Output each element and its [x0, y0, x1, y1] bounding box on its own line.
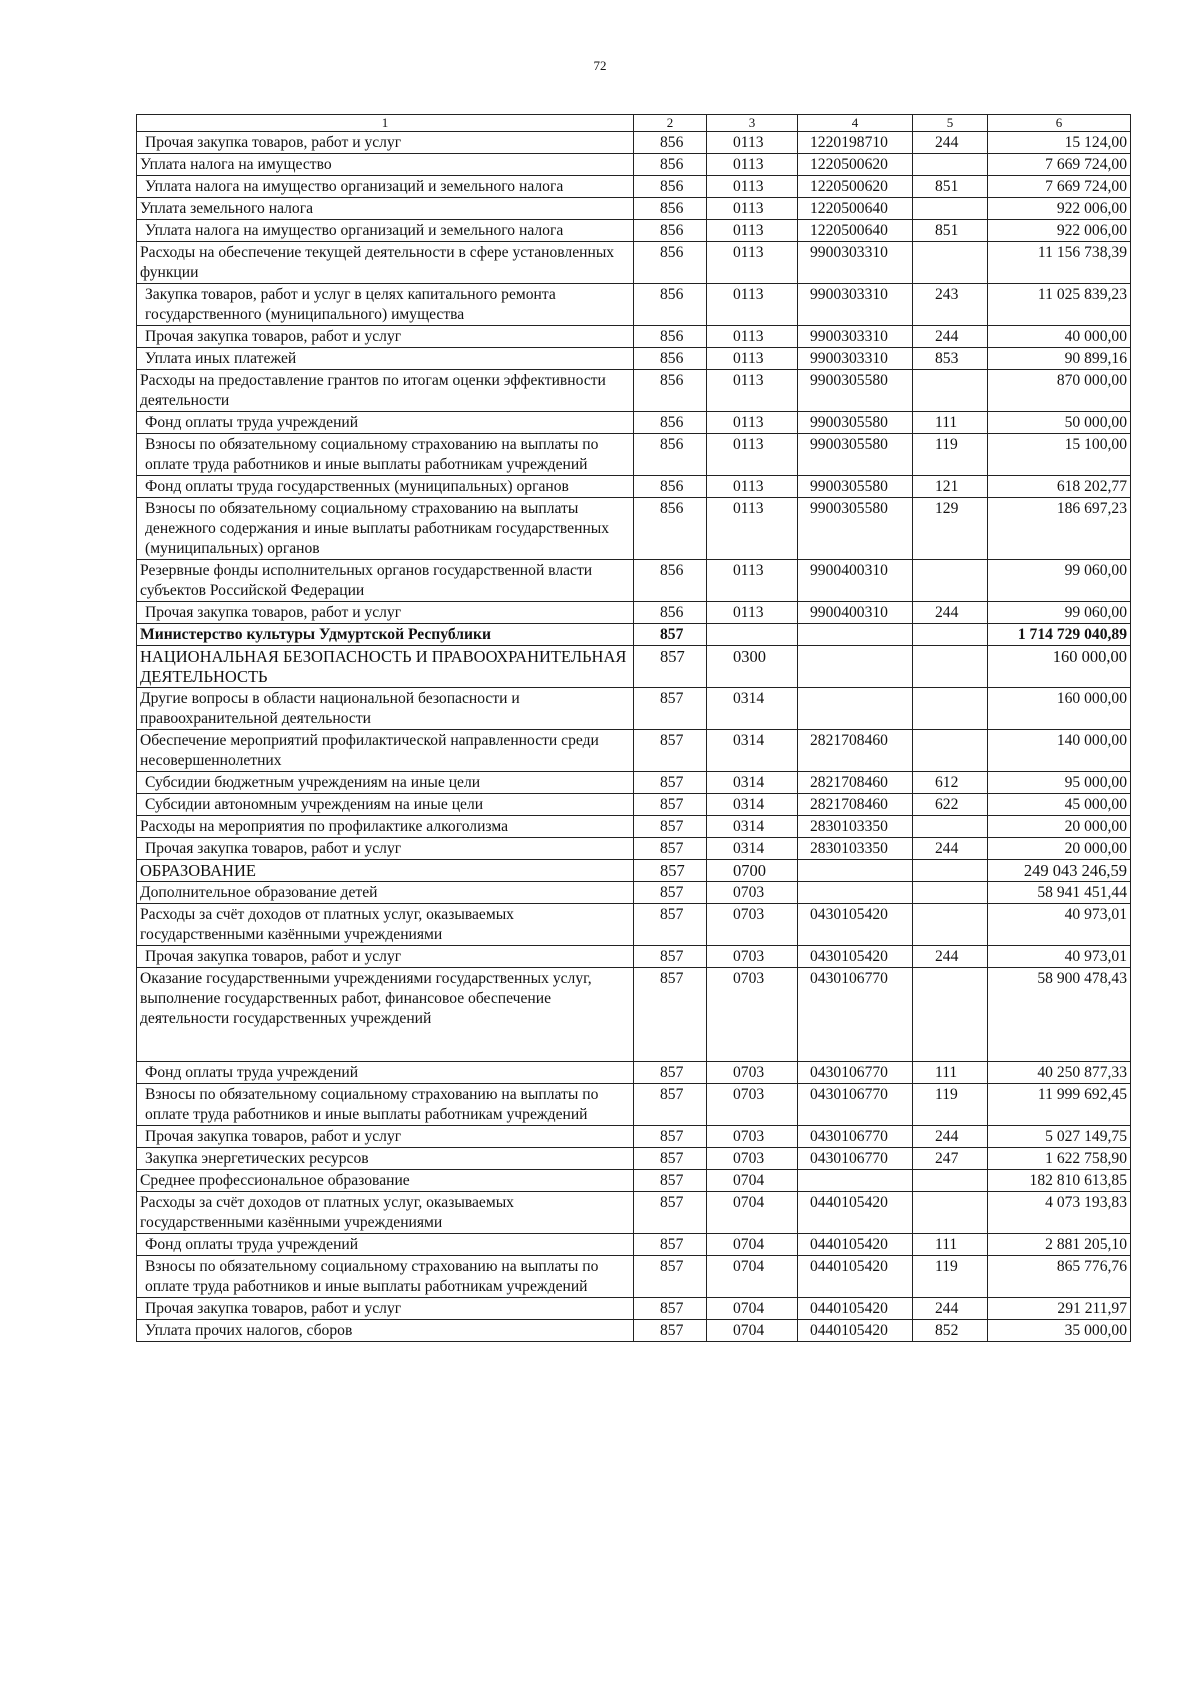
row-target-code: 9900400310	[798, 602, 913, 624]
row-description: ОБРАЗОВАНИЕ	[137, 860, 634, 882]
row-amount: 2 881 205,10	[988, 1234, 1131, 1256]
row-description: Расходы за счёт доходов от платных услуг, оказываемых государственными казёнными учреждениями	[137, 1192, 634, 1234]
row-section-code: 0113	[707, 412, 798, 434]
row-section-code: 0300	[707, 646, 798, 688]
row-expense-type	[913, 646, 988, 688]
row-section-code: 0113	[707, 326, 798, 348]
row-chapter-code: 857	[634, 860, 707, 882]
row-amount: 20 000,00	[988, 816, 1131, 838]
row-chapter-code: 857	[634, 688, 707, 730]
row-description: Прочая закупка товаров, работ и услуг	[137, 1298, 634, 1320]
row-target-code: 1220500620	[798, 154, 913, 176]
row-expense-type	[913, 370, 988, 412]
row-description: Резервные фонды исполнительных органов государственной власти субъектов Российской Федерации	[137, 560, 634, 602]
row-section-code: 0703	[707, 1148, 798, 1170]
row-expense-type: 129	[913, 498, 988, 560]
row-target-code: 2821708460	[798, 730, 913, 772]
row-description: Взносы по обязательному социальному страхованию на выплаты по оплате труда работников и иные выплаты работникам учреждений	[137, 1084, 634, 1126]
row-chapter-code: 856	[634, 326, 707, 348]
row-chapter-code: 857	[634, 1192, 707, 1234]
row-section-code: 0700	[707, 860, 798, 882]
row-amount: 140 000,00	[988, 730, 1131, 772]
column-header: 2	[634, 115, 707, 132]
row-section-code: 0703	[707, 1126, 798, 1148]
row-description: Прочая закупка товаров, работ и услуг	[137, 132, 634, 154]
table-row	[137, 1126, 1131, 1148]
row-amount: 40 000,00	[988, 326, 1131, 348]
row-section-code: 0314	[707, 772, 798, 794]
row-section-code: 0113	[707, 476, 798, 498]
row-description: Уплата прочих налогов, сборов	[137, 1320, 634, 1342]
row-amount: 7 669 724,00	[988, 154, 1131, 176]
row-chapter-code: 856	[634, 434, 707, 476]
row-chapter-code: 857	[634, 816, 707, 838]
row-section-code: 0113	[707, 370, 798, 412]
table-row	[137, 326, 1131, 348]
column-header: 6	[988, 115, 1131, 132]
row-expense-type: 851	[913, 220, 988, 242]
table-row	[137, 624, 1131, 646]
table-row	[137, 646, 1131, 688]
row-section-code: 0704	[707, 1256, 798, 1298]
row-description: Расходы на предоставление грантов по итогам оценки эффективности деятельности	[137, 370, 634, 412]
table-row	[137, 688, 1131, 730]
row-description: Прочая закупка товаров, работ и услуг	[137, 602, 634, 624]
row-target-code: 9900303310	[798, 326, 913, 348]
row-expense-type: 243	[913, 284, 988, 326]
row-section-code: 0703	[707, 968, 798, 1062]
row-description: Закупка товаров, работ и услуг в целях капитального ремонта государственного (муниципального) имущества	[137, 284, 634, 326]
table-row	[137, 946, 1131, 968]
row-amount: 40 973,01	[988, 946, 1131, 968]
row-description: Взносы по обязательному социальному страхованию на выплаты денежного содержания и иные выплаты работникам государственных (муниципальных) органов	[137, 498, 634, 560]
row-section-code: 0704	[707, 1234, 798, 1256]
table-row	[137, 476, 1131, 498]
table-row	[137, 284, 1131, 326]
row-expense-type: 119	[913, 434, 988, 476]
row-description: Фонд оплаты труда учреждений	[137, 1234, 634, 1256]
budget-table	[136, 114, 1131, 1342]
row-amount: 99 060,00	[988, 560, 1131, 602]
row-section-code: 0113	[707, 242, 798, 284]
row-expense-type: 853	[913, 348, 988, 370]
row-target-code: 1220500640	[798, 198, 913, 220]
row-amount: 99 060,00	[988, 602, 1131, 624]
row-target-code: 1220198710	[798, 132, 913, 154]
table-row	[137, 412, 1131, 434]
row-expense-type	[913, 242, 988, 284]
row-section-code: 0113	[707, 602, 798, 624]
row-expense-type: 851	[913, 176, 988, 198]
column-header: 5	[913, 115, 988, 132]
row-chapter-code: 856	[634, 476, 707, 498]
row-description: Уплата налога на имущество организаций и земельного налога	[137, 220, 634, 242]
table-row	[137, 132, 1131, 154]
row-amount: 90 899,16	[988, 348, 1131, 370]
row-amount: 186 697,23	[988, 498, 1131, 560]
table-row	[137, 1320, 1131, 1342]
row-chapter-code: 856	[634, 602, 707, 624]
row-chapter-code: 857	[634, 838, 707, 860]
row-target-code: 0430106770	[798, 1148, 913, 1170]
row-expense-type: 244	[913, 602, 988, 624]
row-section-code: 0314	[707, 688, 798, 730]
table-row	[137, 348, 1131, 370]
row-amount: 11 025 839,23	[988, 284, 1131, 326]
row-amount: 11 156 738,39	[988, 242, 1131, 284]
row-amount: 40 250 877,33	[988, 1062, 1131, 1084]
row-chapter-code: 856	[634, 154, 707, 176]
row-section-code: 0704	[707, 1192, 798, 1234]
row-expense-type: 119	[913, 1256, 988, 1298]
row-expense-type	[913, 882, 988, 904]
row-description: Расходы на обеспечение текущей деятельности в сфере установленных функции	[137, 242, 634, 284]
row-expense-type: 244	[913, 1298, 988, 1320]
row-amount: 160 000,00	[988, 688, 1131, 730]
table-row	[137, 1298, 1131, 1320]
row-expense-type	[913, 198, 988, 220]
row-chapter-code: 856	[634, 560, 707, 602]
table-body	[137, 132, 1131, 1342]
row-chapter-code: 856	[634, 132, 707, 154]
row-chapter-code: 857	[634, 904, 707, 946]
row-target-code: 2821708460	[798, 794, 913, 816]
row-description: Уплата налога на имущество организаций и земельного налога	[137, 176, 634, 198]
row-amount: 922 006,00	[988, 198, 1131, 220]
row-target-code: 1220500620	[798, 176, 913, 198]
row-description: Уплата иных платежей	[137, 348, 634, 370]
row-section-code: 0703	[707, 882, 798, 904]
row-chapter-code: 856	[634, 348, 707, 370]
table-row	[137, 794, 1131, 816]
row-expense-type: 244	[913, 326, 988, 348]
row-description: Уплата налога на имущество	[137, 154, 634, 176]
table-row	[137, 860, 1131, 882]
row-expense-type	[913, 816, 988, 838]
row-section-code: 0314	[707, 816, 798, 838]
row-description: Прочая закупка товаров, работ и услуг	[137, 838, 634, 860]
row-amount: 58 941 451,44	[988, 882, 1131, 904]
row-description: Среднее профессиональное образование	[137, 1170, 634, 1192]
row-description: Взносы по обязательному социальному страхованию на выплаты по оплате труда работников и иные выплаты работникам учреждений	[137, 434, 634, 476]
row-expense-type: 622	[913, 794, 988, 816]
table-row	[137, 602, 1131, 624]
row-section-code: 0113	[707, 154, 798, 176]
row-section-code: 0704	[707, 1170, 798, 1192]
row-target-code	[798, 860, 913, 882]
table-row	[137, 1170, 1131, 1192]
row-expense-type: 244	[913, 946, 988, 968]
row-amount: 7 669 724,00	[988, 176, 1131, 198]
row-target-code: 0440105420	[798, 1256, 913, 1298]
row-amount: 1 714 729 040,89	[988, 624, 1131, 646]
row-chapter-code: 857	[634, 1170, 707, 1192]
row-target-code: 0440105420	[798, 1192, 913, 1234]
row-section-code: 0703	[707, 1062, 798, 1084]
row-chapter-code: 857	[634, 730, 707, 772]
table-row	[137, 560, 1131, 602]
header-row	[137, 115, 1131, 132]
row-expense-type	[913, 968, 988, 1062]
row-amount: 1 622 758,90	[988, 1148, 1131, 1170]
page-number: 72	[593, 58, 607, 73]
row-expense-type	[913, 688, 988, 730]
table-row	[137, 498, 1131, 560]
row-chapter-code: 857	[634, 1148, 707, 1170]
row-target-code: 2830103350	[798, 816, 913, 838]
row-target-code	[798, 882, 913, 904]
row-section-code: 0704	[707, 1320, 798, 1342]
row-section-code	[707, 624, 798, 646]
row-section-code: 0113	[707, 176, 798, 198]
row-target-code	[798, 1170, 913, 1192]
table-row	[137, 370, 1131, 412]
row-section-code: 0113	[707, 198, 798, 220]
row-amount: 291 211,97	[988, 1298, 1131, 1320]
row-target-code: 0430106770	[798, 1062, 913, 1084]
column-header: 3	[707, 115, 798, 132]
row-chapter-code: 856	[634, 498, 707, 560]
row-amount: 160 000,00	[988, 646, 1131, 688]
row-amount: 15 100,00	[988, 434, 1131, 476]
row-amount: 618 202,77	[988, 476, 1131, 498]
row-section-code: 0113	[707, 348, 798, 370]
row-chapter-code: 856	[634, 412, 707, 434]
row-section-code: 0113	[707, 132, 798, 154]
row-amount: 922 006,00	[988, 220, 1131, 242]
row-chapter-code: 857	[634, 968, 707, 1062]
row-section-code: 0113	[707, 498, 798, 560]
row-description: Фонд оплаты труда учреждений	[137, 412, 634, 434]
table-row	[137, 1234, 1131, 1256]
table-row	[137, 220, 1131, 242]
row-expense-type	[913, 904, 988, 946]
row-description: Дополнительное образование детей	[137, 882, 634, 904]
row-amount: 40 973,01	[988, 904, 1131, 946]
row-chapter-code: 857	[634, 1234, 707, 1256]
table-row	[137, 968, 1131, 1062]
row-amount: 58 900 478,43	[988, 968, 1131, 1062]
row-target-code: 9900305580	[798, 370, 913, 412]
row-amount: 50 000,00	[988, 412, 1131, 434]
row-chapter-code: 856	[634, 220, 707, 242]
row-chapter-code: 856	[634, 370, 707, 412]
row-expense-type	[913, 1192, 988, 1234]
row-expense-type: 119	[913, 1084, 988, 1126]
row-chapter-code: 857	[634, 1256, 707, 1298]
row-expense-type	[913, 730, 988, 772]
table-row	[137, 176, 1131, 198]
row-amount: 182 810 613,85	[988, 1170, 1131, 1192]
table-row	[137, 242, 1131, 284]
row-expense-type: 244	[913, 838, 988, 860]
row-description: Закупка энергетических ресурсов	[137, 1148, 634, 1170]
table-row	[137, 816, 1131, 838]
row-expense-type	[913, 860, 988, 882]
row-section-code: 0113	[707, 284, 798, 326]
row-description: Министерство культуры Удмуртской Республики	[137, 624, 634, 646]
row-description: Уплата земельного налога	[137, 198, 634, 220]
row-chapter-code: 857	[634, 1126, 707, 1148]
row-chapter-code: 857	[634, 1298, 707, 1320]
table-row	[137, 904, 1131, 946]
row-description: Субсидии бюджетным учреждениям на иные цели	[137, 772, 634, 794]
row-target-code: 2821708460	[798, 772, 913, 794]
row-target-code: 9900305580	[798, 498, 913, 560]
row-target-code: 0430106770	[798, 968, 913, 1062]
row-chapter-code: 857	[634, 624, 707, 646]
row-description: Расходы за счёт доходов от платных услуг, оказываемых государственными казёнными учреждениями	[137, 904, 634, 946]
row-section-code: 0703	[707, 904, 798, 946]
table-row	[137, 730, 1131, 772]
column-header: 4	[798, 115, 913, 132]
row-amount: 35 000,00	[988, 1320, 1131, 1342]
table-row	[137, 838, 1131, 860]
row-section-code: 0113	[707, 560, 798, 602]
table-row	[137, 1062, 1131, 1084]
row-section-code: 0113	[707, 220, 798, 242]
row-chapter-code: 857	[634, 1320, 707, 1342]
row-expense-type	[913, 624, 988, 646]
row-target-code: 9900305580	[798, 434, 913, 476]
row-chapter-code: 856	[634, 242, 707, 284]
row-amount: 249 043 246,59	[988, 860, 1131, 882]
row-chapter-code: 857	[634, 772, 707, 794]
row-expense-type: 852	[913, 1320, 988, 1342]
row-amount: 11 999 692,45	[988, 1084, 1131, 1126]
row-chapter-code: 857	[634, 646, 707, 688]
row-expense-type: 111	[913, 1234, 988, 1256]
row-target-code: 0440105420	[798, 1234, 913, 1256]
row-section-code: 0314	[707, 838, 798, 860]
row-description: Другие вопросы в области национальной безопасности и правоохранительной деятельности	[137, 688, 634, 730]
table-row	[137, 1148, 1131, 1170]
row-chapter-code: 856	[634, 198, 707, 220]
row-expense-type: 121	[913, 476, 988, 498]
row-chapter-code: 856	[634, 176, 707, 198]
column-header: 1	[137, 115, 634, 132]
row-target-code	[798, 646, 913, 688]
row-expense-type	[913, 154, 988, 176]
row-amount: 4 073 193,83	[988, 1192, 1131, 1234]
row-description: Прочая закупка товаров, работ и услуг	[137, 326, 634, 348]
row-expense-type: 111	[913, 1062, 988, 1084]
row-expense-type: 247	[913, 1148, 988, 1170]
row-description: Расходы на мероприятия по профилактике алкоголизма	[137, 816, 634, 838]
row-chapter-code: 857	[634, 1062, 707, 1084]
table-row	[137, 1192, 1131, 1234]
row-description: Обеспечение мероприятий профилактической направленности среди несовершеннолетних	[137, 730, 634, 772]
row-section-code: 0314	[707, 730, 798, 772]
row-target-code: 9900303310	[798, 284, 913, 326]
row-chapter-code: 857	[634, 946, 707, 968]
row-target-code: 0430105420	[798, 904, 913, 946]
row-target-code: 0430106770	[798, 1126, 913, 1148]
row-description: Оказание государственными учреждениями государственных услуг, выполнение государственных работ, финансовое обеспечение деятельности государственных учреждений	[137, 968, 634, 1062]
row-target-code: 9900303310	[798, 242, 913, 284]
table-row	[137, 154, 1131, 176]
row-amount: 20 000,00	[988, 838, 1131, 860]
row-section-code: 0113	[707, 434, 798, 476]
row-description: Прочая закупка товаров, работ и услуг	[137, 1126, 634, 1148]
table-row	[137, 198, 1131, 220]
row-description: Фонд оплаты труда учреждений	[137, 1062, 634, 1084]
row-expense-type	[913, 560, 988, 602]
row-section-code: 0703	[707, 1084, 798, 1126]
row-amount: 865 776,76	[988, 1256, 1131, 1298]
row-chapter-code: 857	[634, 1084, 707, 1126]
row-expense-type: 612	[913, 772, 988, 794]
row-target-code: 0440105420	[798, 1298, 913, 1320]
row-section-code: 0314	[707, 794, 798, 816]
row-target-code: 0440105420	[798, 1320, 913, 1342]
row-chapter-code: 857	[634, 882, 707, 904]
row-chapter-code: 856	[634, 284, 707, 326]
row-chapter-code: 857	[634, 794, 707, 816]
row-description: Субсидии автономным учреждениям на иные цели	[137, 794, 634, 816]
row-target-code: 9900303310	[798, 348, 913, 370]
row-amount: 870 000,00	[988, 370, 1131, 412]
row-target-code: 9900305580	[798, 476, 913, 498]
row-target-code	[798, 688, 913, 730]
row-description: Взносы по обязательному социальному страхованию на выплаты по оплате труда работников и иные выплаты работникам учреждений	[137, 1256, 634, 1298]
row-expense-type: 244	[913, 1126, 988, 1148]
row-amount: 45 000,00	[988, 794, 1131, 816]
row-target-code: 0430105420	[798, 946, 913, 968]
row-target-code: 1220500640	[798, 220, 913, 242]
row-expense-type	[913, 1170, 988, 1192]
table-row	[137, 1256, 1131, 1298]
row-target-code: 9900305580	[798, 412, 913, 434]
row-target-code: 2830103350	[798, 838, 913, 860]
row-target-code	[798, 624, 913, 646]
row-amount: 95 000,00	[988, 772, 1131, 794]
table-row	[137, 772, 1131, 794]
row-section-code: 0704	[707, 1298, 798, 1320]
table-row	[137, 434, 1131, 476]
row-description: Прочая закупка товаров, работ и услуг	[137, 946, 634, 968]
row-target-code: 0430106770	[798, 1084, 913, 1126]
row-amount: 5 027 149,75	[988, 1126, 1131, 1148]
row-description: НАЦИОНАЛЬНАЯ БЕЗОПАСНОСТЬ И ПРАВООХРАНИТЕЛЬНАЯ ДЕЯТЕЛЬНОСТЬ	[137, 646, 634, 688]
row-target-code: 9900400310	[798, 560, 913, 602]
row-description: Фонд оплаты труда государственных (муниципальных) органов	[137, 476, 634, 498]
row-amount: 15 124,00	[988, 132, 1131, 154]
row-section-code: 0703	[707, 946, 798, 968]
row-expense-type: 111	[913, 412, 988, 434]
row-expense-type: 244	[913, 132, 988, 154]
table-row	[137, 882, 1131, 904]
table-row	[137, 1084, 1131, 1126]
